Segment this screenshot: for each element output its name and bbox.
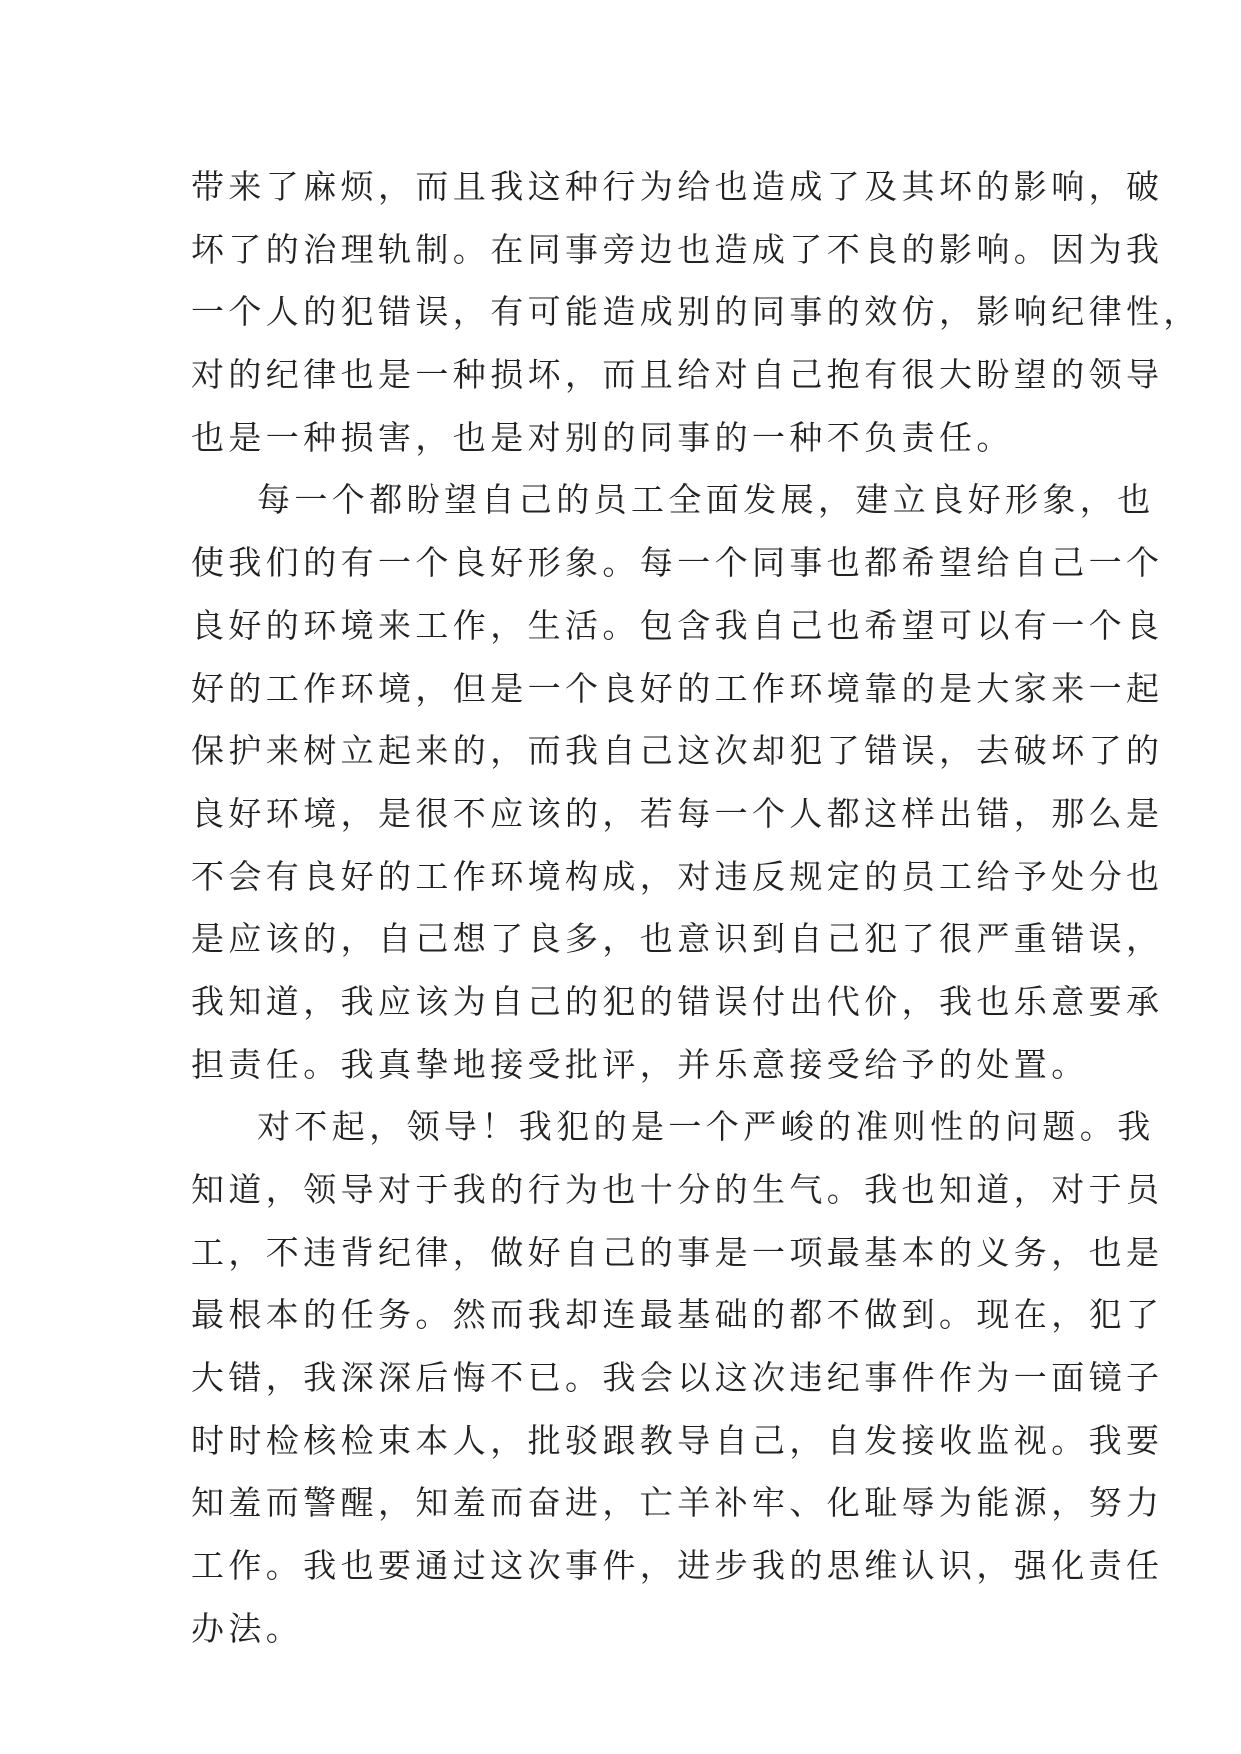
- text-line: 良好的环境来工作，生活。包含我自己也希望可以有一个良: [191, 605, 1164, 645]
- text-line: 一个人的犯错误，有可能造成别的同事的效仿，影响纪律性，: [191, 292, 1201, 332]
- text-line: 保护来树立起来的，而我自己这次却犯了错误，去破坏了的: [191, 731, 1164, 771]
- text-line: 办法。: [191, 1608, 304, 1648]
- text-line: 担责任。我真挚地接受批评，并乐意接受给予的处置。: [191, 1044, 1089, 1084]
- text-line: 知羞而警醒，知羞而奋进，亡羊补牢、化耻辱为能源，努力: [191, 1483, 1164, 1523]
- text-line: 工，不违背纪律，做好自己的事是一项最基本的义务，也是: [191, 1232, 1164, 1272]
- text-line: 工作。我也要通过这次事件，进步我的思维认识，强化责任: [191, 1546, 1164, 1586]
- text-line: 对不起，领导！我犯的是一个严峻的准则性的问题。我: [257, 1107, 1155, 1147]
- text-line: 对的纪律也是一种损坏，而且给对自己抱有很大盼望的领导: [191, 355, 1164, 395]
- text-line: 不会有良好的工作环境构成，对违反规定的员工给予处分也: [191, 856, 1164, 896]
- text-line: 我知道，我应该为自己的犯的错误付出代价，我也乐意要承: [191, 981, 1164, 1021]
- text-line: 也是一种损害，也是对别的同事的一种不负责任。: [191, 417, 1014, 457]
- text-line: 每一个都盼望自己的员工全面发展，建立良好形象，也: [257, 480, 1155, 520]
- text-line: 最根本的任务。然而我却连最基础的都不做到。现在，犯了: [191, 1295, 1164, 1335]
- text-line: 大错，我深深后悔不已。我会以这次违纪事件作为一面镜子: [191, 1358, 1164, 1398]
- text-line: 是应该的，自己想了良多，也意识到自己犯了很严重错误，: [191, 919, 1164, 959]
- document-body: [191, 156, 1201, 1661]
- text-line: 坏了的治理轨制。在同事旁边也造成了不良的影响。因为我: [191, 229, 1164, 269]
- text-line: 使我们的有一个良好形象。每一个同事也都希望给自己一个: [191, 543, 1164, 583]
- text-line: 好的工作环境，但是一个良好的工作环境靠的是大家来一起: [191, 668, 1164, 708]
- text-line: 知道，领导对于我的行为也十分的生气。我也知道，对于员: [191, 1170, 1164, 1209]
- text-line: 时时检核检束本人，批驳跟教导自己，自发接收监视。我要: [191, 1420, 1164, 1460]
- text-line: 带来了麻烦，而且我这种行为给也造成了及其坏的影响，破: [191, 167, 1164, 206]
- text-line: 良好环境，是很不应该的，若每一个人都这样出错，那么是: [191, 793, 1164, 833]
